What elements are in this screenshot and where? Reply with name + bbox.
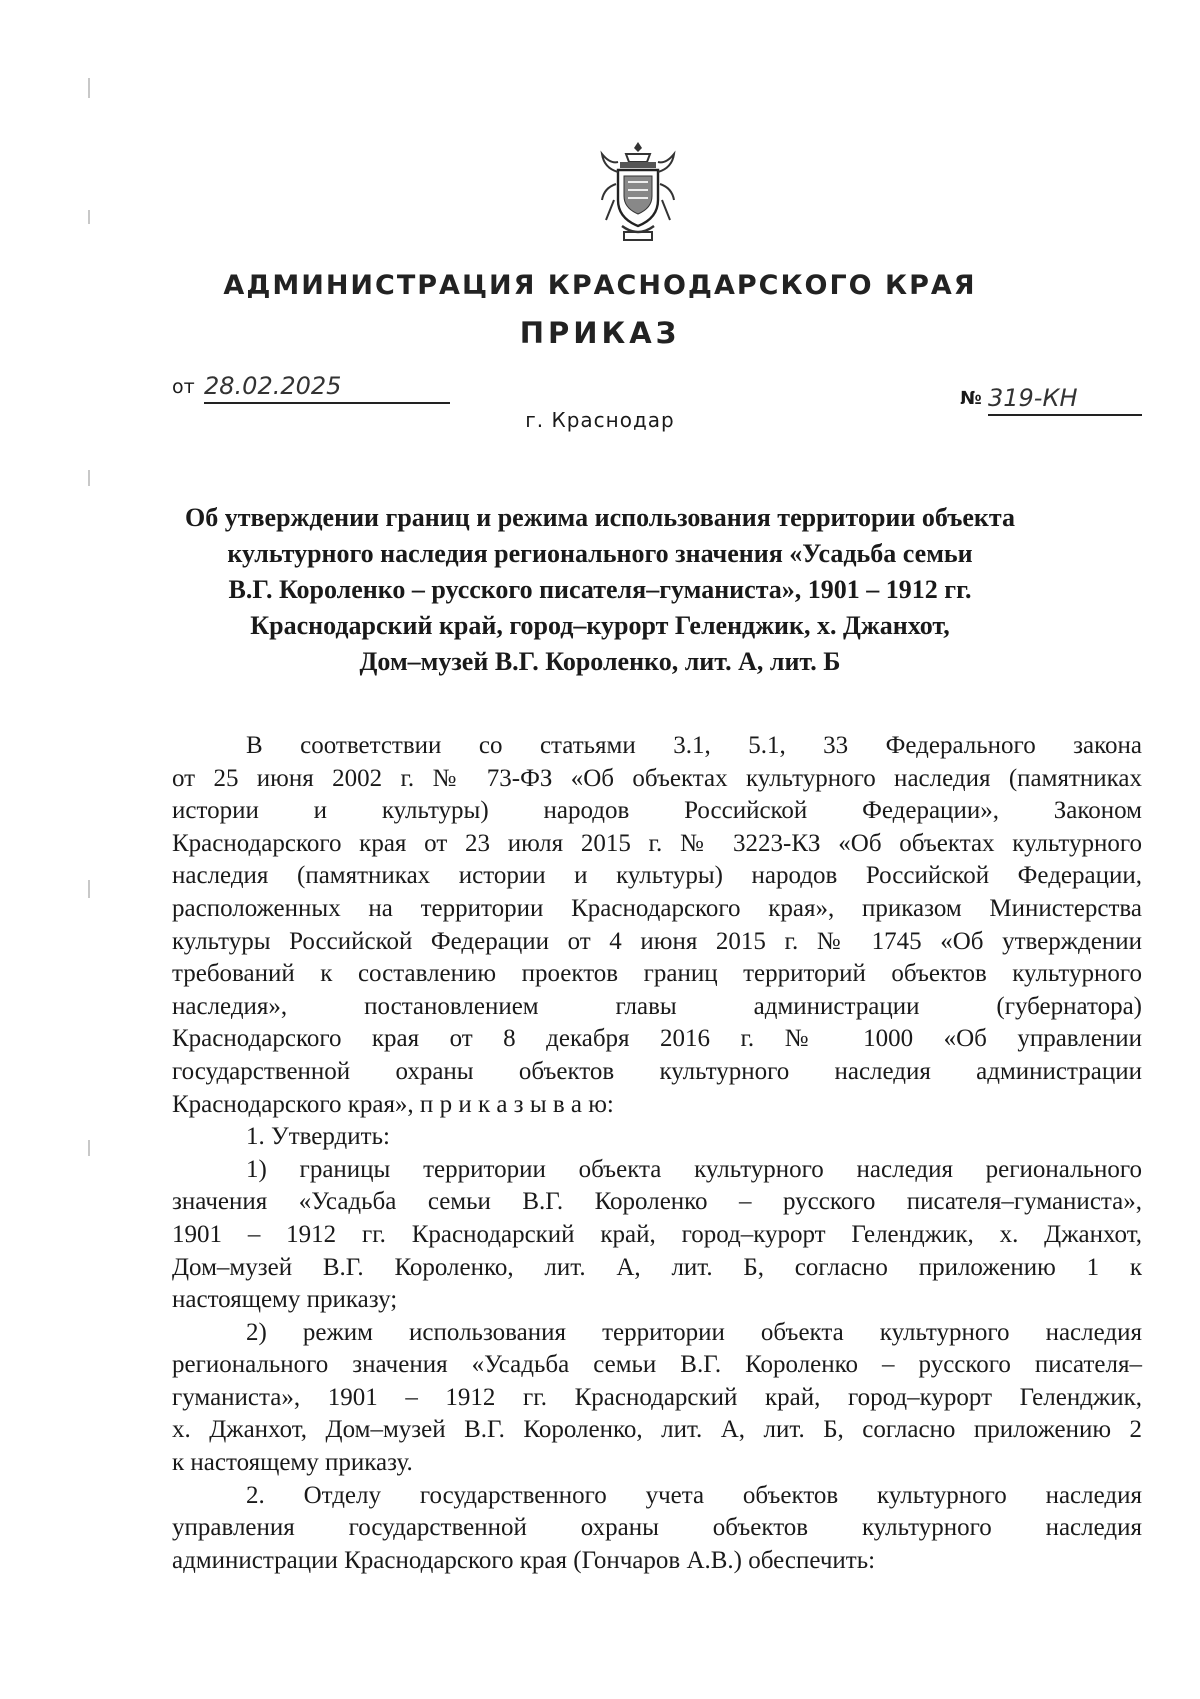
body-line: государственной охраны объектов культурного наследия администрации xyxy=(172,1057,1142,1085)
title-line: Об утверждении границ и режима использования территории объекта xyxy=(185,503,1015,532)
body-line: к настоящему приказу. xyxy=(172,1449,413,1477)
title-line: культурного наследия регионального значения «Усадьба семьи xyxy=(227,539,973,568)
body-line: 1. Утвердить: xyxy=(246,1123,390,1151)
body-line: значения «Усадьба семьи В.Г. Короленко – русского писателя–гуманиста», xyxy=(172,1188,1142,1216)
body-line: наследия», постановлением главы администрации (губернатора) xyxy=(172,992,1142,1020)
body-line: Краснодарского края», п р и к а з ы в а ю: xyxy=(172,1090,614,1118)
body-line: В соответствии со статьями 3.1, 5.1, 33 Федерального закона xyxy=(246,732,1142,759)
body-line: администрации Краснодарского края (Гончаров А.В.) обеспечить: xyxy=(172,1546,876,1574)
scan-edge-mark xyxy=(88,1140,90,1156)
body-line: настоящему приказу; xyxy=(172,1286,398,1314)
body-line: х. Джанхот, Дом–музей В.Г. Короленко, лит. А, лит. Б, согласно приложению 2 xyxy=(172,1416,1142,1444)
scan-edge-mark xyxy=(88,470,90,486)
body-line: истории и культуры) народов Российской Федерации», Законом xyxy=(172,797,1142,825)
date-field xyxy=(172,372,450,406)
body-line: Краснодарского края от 8 декабря 2016 г. № 1000 «Об управлении xyxy=(172,1025,1142,1053)
city-name: г. Краснодар xyxy=(525,408,675,432)
title-line: Дом–музей В.Г. Короленко, лит. А, лит. Б xyxy=(359,647,841,676)
scan-edge-mark xyxy=(88,880,90,898)
coat-of-arms-emblem xyxy=(598,138,678,244)
scan-edge-mark xyxy=(88,78,90,98)
body-line: 1901 – 1912 гг. Краснодарский край, город–курорт Геленджик, х. Джанхот, xyxy=(172,1220,1142,1248)
body-line: требований к составлению проектов границ территорий объектов культурного xyxy=(172,960,1142,988)
body-line: 2) режим использования территории объекта культурного наследия xyxy=(246,1318,1142,1346)
body-line: 1) границы территории объекта культурного наследия регионального xyxy=(246,1155,1142,1183)
body-line: 2. Отделу государственного учета объектов культурного наследия xyxy=(246,1481,1142,1509)
body-line: от 25 июня 2002 г. № 73-ФЗ «Об объектах культурного наследия (памятниках xyxy=(172,764,1142,792)
body-line: Дом–музей В.Г. Короленко, лит. А, лит. Б, согласно приложению 1 к xyxy=(172,1253,1142,1281)
document-title xyxy=(150,500,1050,680)
document-body xyxy=(172,730,1142,1577)
date-label: от xyxy=(172,376,195,398)
date-value: 28.02.2025 xyxy=(204,372,450,404)
scan-edge-mark xyxy=(88,210,90,224)
title-line: В.Г. Короленко – русского писателя–гуманиста», 1901 – 1912 гг. xyxy=(228,575,972,604)
document-type: ПРИКАЗ xyxy=(519,316,681,350)
body-line: расположенных на территории Краснодарского края», приказом Министерства xyxy=(172,894,1142,922)
body-line: Краснодарского края от 23 июля 2015 г. № 3223-КЗ «Об объектах культурного xyxy=(172,829,1142,857)
body-line: гуманиста», 1901 – 1912 гг. Краснодарский край, город–курорт Геленджик, xyxy=(172,1383,1142,1411)
body-line: культуры Российской Федерации от 4 июня 2015 г. № 1745 «Об утверждении xyxy=(172,927,1142,955)
body-line: регионального значения «Усадьба семьи В.Г. Короленко – русского писателя– xyxy=(172,1351,1142,1379)
title-line: Краснодарский край, город–курорт Геленджик, х. Джанхот, xyxy=(250,611,950,640)
organization-name: АДМИНИСТРАЦИЯ КРАСНОДАРСКОГО КРАЯ xyxy=(223,270,977,301)
body-line: наследия (памятниках истории и культуры) народов Российской Федерации, xyxy=(172,862,1142,890)
number-value: 319-КН xyxy=(988,384,1142,416)
number-label: № xyxy=(960,388,982,409)
body-line: управления государственной охраны объектов культурного наследия xyxy=(172,1514,1142,1542)
